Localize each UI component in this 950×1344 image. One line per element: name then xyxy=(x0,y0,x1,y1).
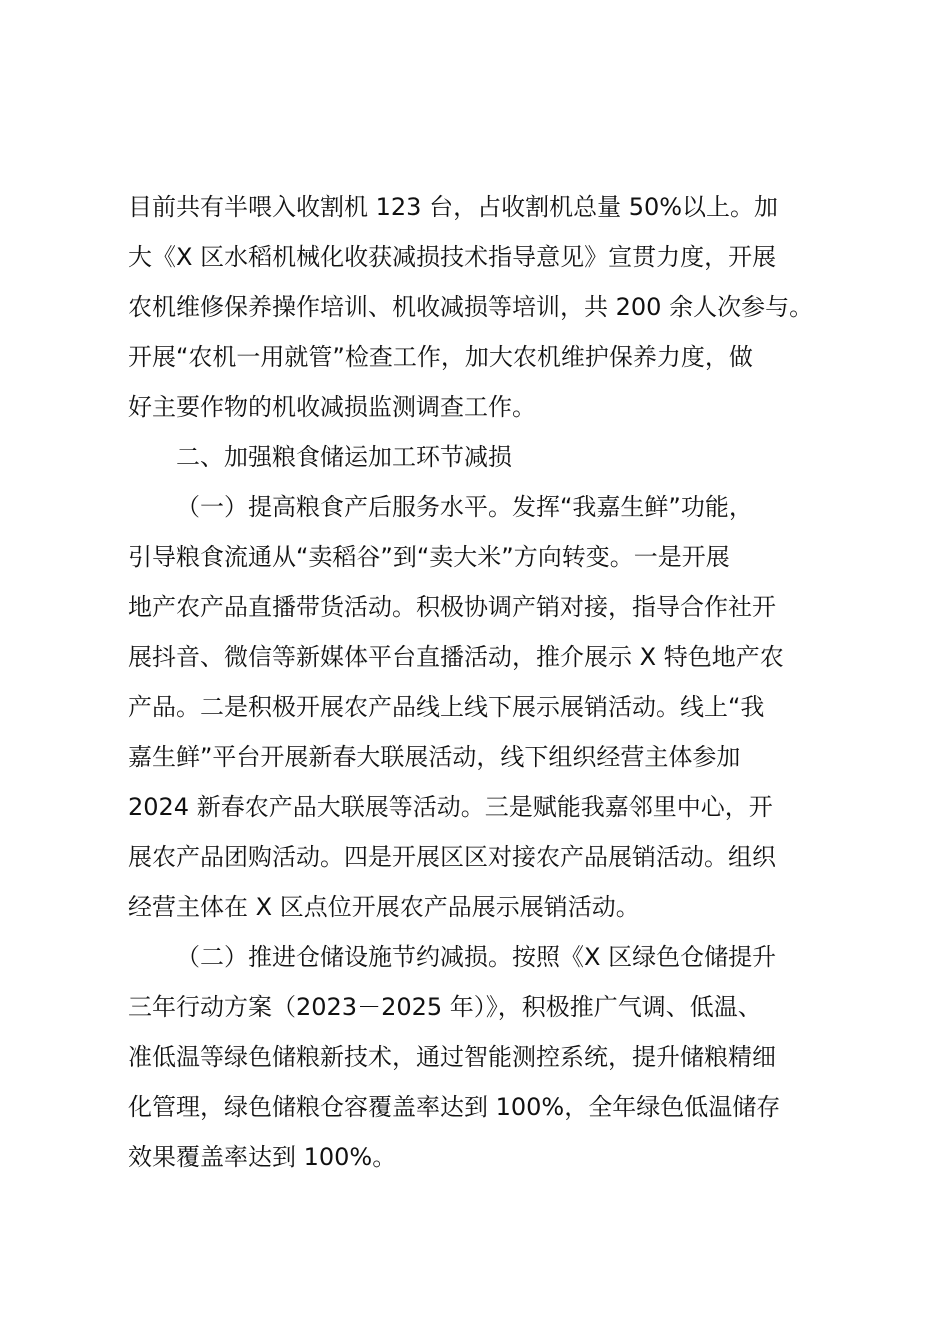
paragraph-line: 目前共有半喂入收割机 123 台，占收割机总量 50%以上。加 xyxy=(128,193,779,221)
paragraph-line: 引导粮食流通从“卖稻谷”到“卖大米”方向转变。一是开展 xyxy=(128,543,730,571)
paragraph-line: 开展“农机一用就管”检查工作，加大农机维护保养力度，做 xyxy=(128,343,753,371)
paragraph-line: 效果覆盖率达到 100%。 xyxy=(128,1143,397,1171)
subsection-paragraph-start: （二）推进仓储设施节约减损。按照《X 区绿色仓储提升 xyxy=(176,943,777,971)
paragraph-line: 三年行动方案（2023－2025 年）》，积极推广气调、低温、 xyxy=(128,993,762,1021)
paragraph-line: 好主要作物的机收减损监测调查工作。 xyxy=(128,393,536,421)
paragraph-line: 经营主体在 X 区点位开展农产品展示展销活动。 xyxy=(128,893,640,921)
paragraph-line: 地产农产品直播带货活动。积极协调产销对接，指导合作社开 xyxy=(128,593,776,621)
subsection-paragraph-start: （一）提高粮食产后服务水平。发挥“我嘉生鲜”功能， xyxy=(176,493,753,521)
paragraph-line: 嘉生鲜”平台开展新春大联展活动，线下组织经营主体参加 xyxy=(128,743,741,771)
paragraph-line: 准低温等绿色储粮新技术，通过智能测控系统，提升储粮精细 xyxy=(128,1043,776,1071)
paragraph-line: 展农产品团购活动。四是开展区区对接农产品展销活动。组织 xyxy=(128,843,776,871)
document-body xyxy=(128,182,840,1182)
paragraph-line: 展抖音、微信等新媒体平台直播活动，推介展示 X 特色地产农 xyxy=(128,643,784,671)
paragraph-line: 产品。二是积极开展农产品线上线下展示展销活动。线上“我 xyxy=(128,693,765,721)
paragraph-line: 大《X 区水稻机械化收获减损技术指导意见》宣贯力度，开展 xyxy=(128,243,777,271)
paragraph-line: 2024 新春农产品大联展等活动。三是赋能我嘉邻里中心，开 xyxy=(128,793,773,821)
paragraph-line: 农机维修保养操作培训、机收减损等培训，共 200 余人次参与。 xyxy=(128,293,814,321)
section-heading: 二、加强粮食储运加工环节减损 xyxy=(176,443,512,471)
paragraph-line: 化管理，绿色储粮仓容覆盖率达到 100%，全年绿色低温储存 xyxy=(128,1093,781,1121)
